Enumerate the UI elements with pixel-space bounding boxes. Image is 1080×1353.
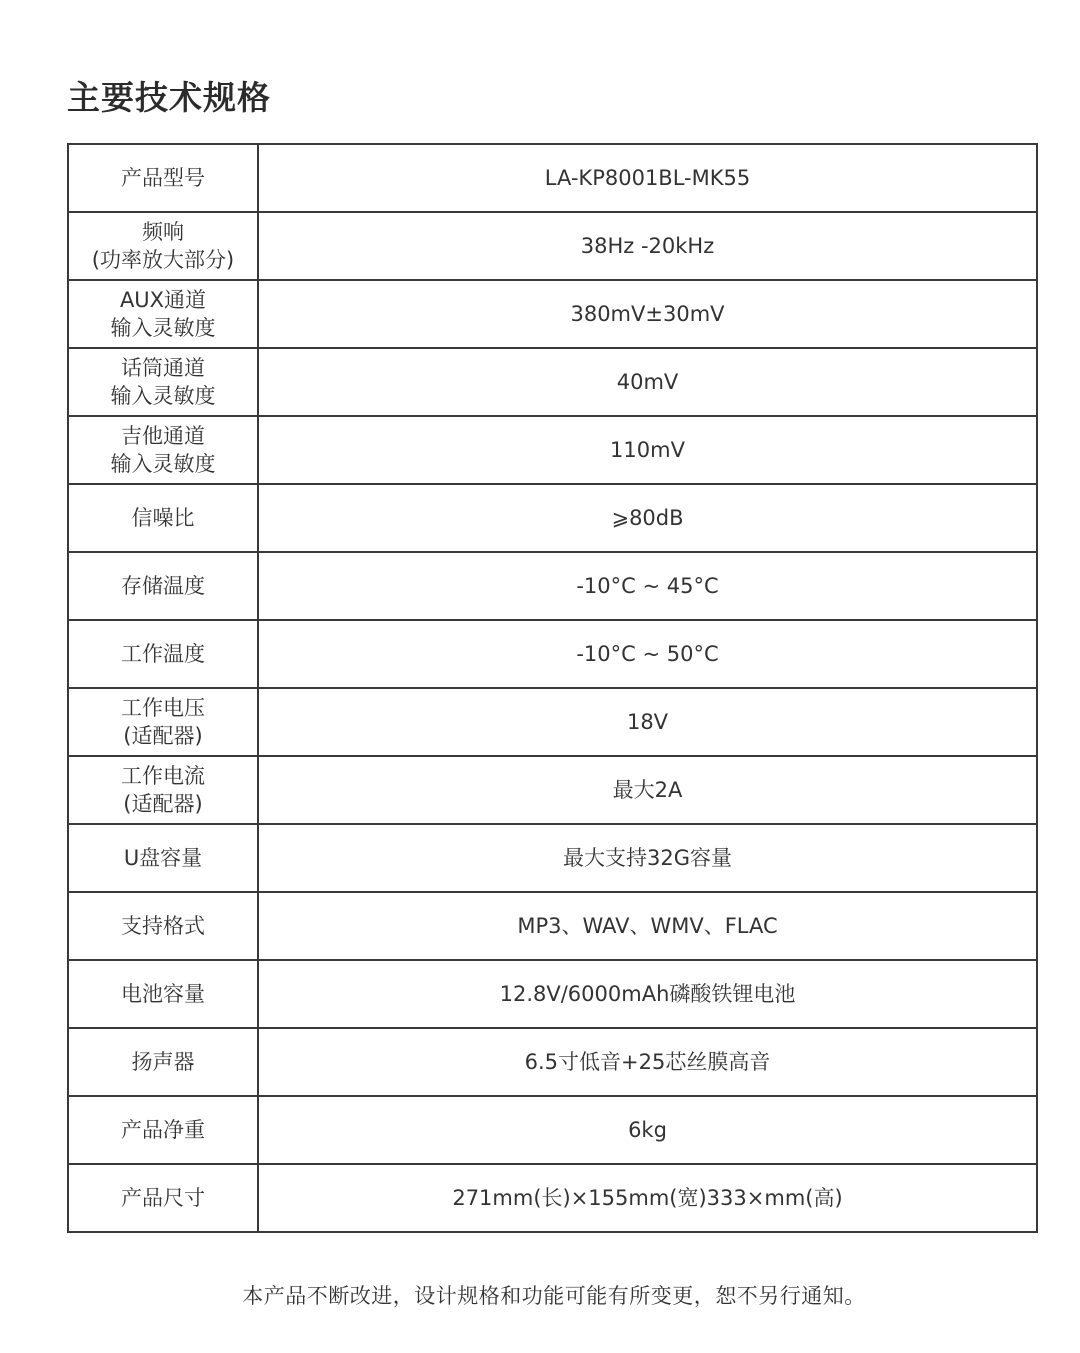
- spec-value-net-weight: 6kg: [258, 1096, 1037, 1164]
- spec-value-speaker: 6.5寸低音+25芯丝膜高音: [258, 1028, 1037, 1096]
- table-row: [68, 348, 1037, 416]
- spec-label-formats: 支持格式: [68, 892, 258, 960]
- footnote: 本产品不断改进，设计规格和功能可能有所变更，恕不另行通知。: [242, 1284, 866, 1308]
- table-row: [68, 416, 1037, 484]
- table-row: [68, 1096, 1037, 1164]
- page-title: 主要技术规格: [67, 78, 271, 117]
- spec-label-model: 产品型号: [68, 144, 258, 212]
- table-row: [68, 1164, 1037, 1232]
- table-row: [68, 620, 1037, 688]
- spec-label-operating-temp: 工作温度: [68, 620, 258, 688]
- table-row: [68, 756, 1037, 824]
- spec-value-aux-sensitivity: 380mV±30mV: [258, 280, 1037, 348]
- spec-value-operating-temp: -10°C ~ 50°C: [258, 620, 1037, 688]
- spec-label-dimensions: 产品尺寸: [68, 1164, 258, 1232]
- spec-label-guitar-sensitivity: 吉他通道 输入灵敏度: [68, 416, 258, 484]
- spec-label-battery: 电池容量: [68, 960, 258, 1028]
- spec-value-battery: 12.8V/6000mAh磷酸铁锂电池: [258, 960, 1037, 1028]
- table-row: [68, 960, 1037, 1028]
- spec-value-mic-sensitivity: 40mV: [258, 348, 1037, 416]
- spec-label-usb-capacity: U盘容量: [68, 824, 258, 892]
- spec-label-mic-sensitivity: 话筒通道 输入灵敏度: [68, 348, 258, 416]
- spec-label-net-weight: 产品净重: [68, 1096, 258, 1164]
- spec-value-dimensions: 271mm(长)×155mm(宽)333×mm(高): [258, 1164, 1037, 1232]
- spec-value-snr: ⩾80dB: [258, 484, 1037, 552]
- table-row: [68, 552, 1037, 620]
- table-row: [68, 212, 1037, 280]
- spec-label-speaker: 扬声器: [68, 1028, 258, 1096]
- table-row: [68, 144, 1037, 212]
- table-row: [68, 824, 1037, 892]
- spec-value-guitar-sensitivity: 110mV: [258, 416, 1037, 484]
- spec-value-operating-current: 最大2A: [258, 756, 1037, 824]
- spec-label-operating-current: 工作电流 (适配器): [68, 756, 258, 824]
- spec-value-storage-temp: -10°C ~ 45°C: [258, 552, 1037, 620]
- spec-label-snr: 信噪比: [68, 484, 258, 552]
- spec-label-frequency-response: 频响 (功率放大部分): [68, 212, 258, 280]
- spec-label-aux-sensitivity: AUX通道 输入灵敏度: [68, 280, 258, 348]
- table-row: [68, 688, 1037, 756]
- table-row: [68, 1028, 1037, 1096]
- spec-value-operating-voltage: 18V: [258, 688, 1037, 756]
- table-row: [68, 484, 1037, 552]
- table-row: [68, 892, 1037, 960]
- spec-value-usb-capacity: 最大支持32G容量: [258, 824, 1037, 892]
- spec-value-formats: MP3、WAV、WMV、FLAC: [258, 892, 1037, 960]
- table-row: [68, 280, 1037, 348]
- spec-value-frequency-response: 38Hz -20kHz: [258, 212, 1037, 280]
- spec-value-model: LA-KP8001BL-MK55: [258, 144, 1037, 212]
- spec-label-storage-temp: 存储温度: [68, 552, 258, 620]
- spec-table: [67, 143, 1038, 1233]
- spec-label-operating-voltage: 工作电压 (适配器): [68, 688, 258, 756]
